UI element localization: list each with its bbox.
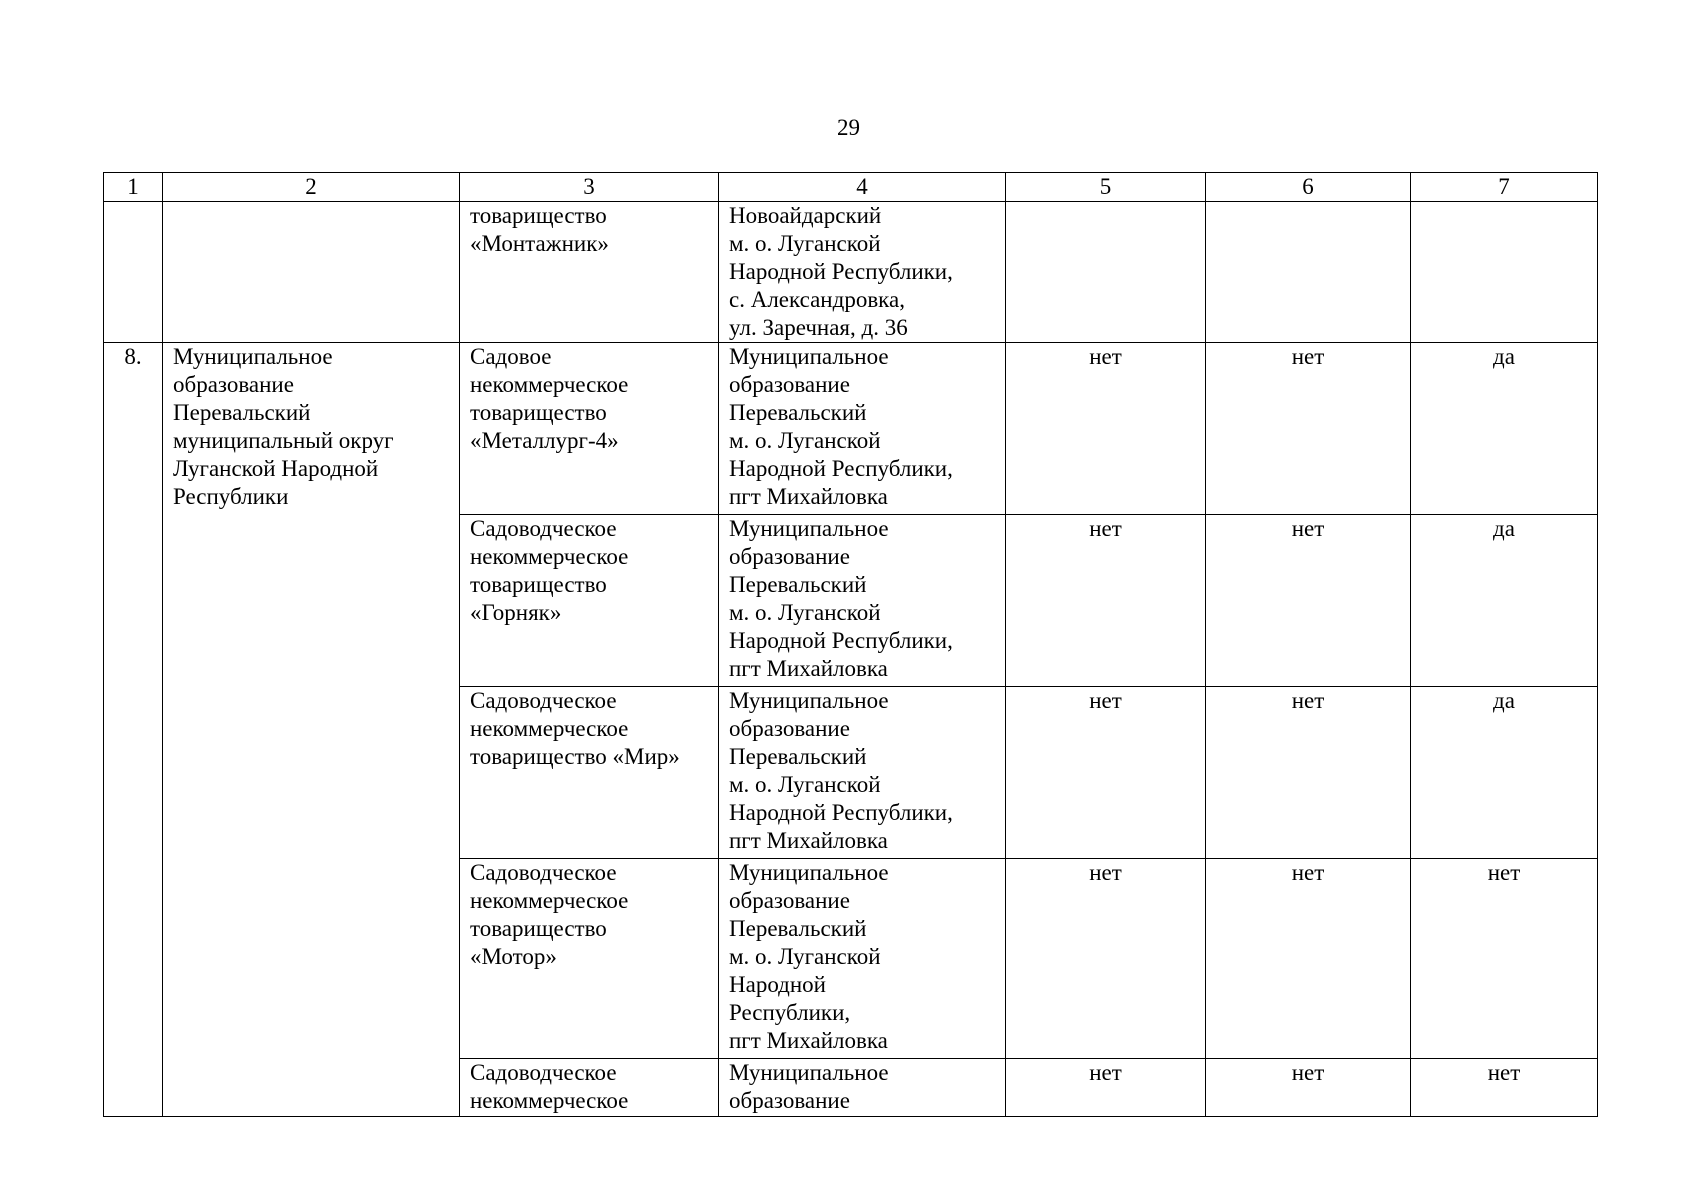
column-number-row xyxy=(104,173,1598,202)
value-cell: да xyxy=(1411,343,1598,515)
row-number-cell xyxy=(104,202,163,343)
row-number-cell: 8. xyxy=(104,343,163,1117)
value-cell: нет xyxy=(1006,687,1206,859)
value-cell: нет xyxy=(1006,515,1206,687)
address-cell: Муниципальное образование xyxy=(719,1059,1006,1117)
data-table xyxy=(103,172,1598,1117)
column-number: 1 xyxy=(104,173,163,202)
organization-cell: Садоводческое некоммерческое xyxy=(460,1059,719,1117)
table-row xyxy=(104,343,1598,515)
column-number: 4 xyxy=(719,173,1006,202)
column-number: 2 xyxy=(163,173,460,202)
municipality-cell xyxy=(163,202,460,343)
table-row xyxy=(104,202,1598,343)
value-cell: да xyxy=(1411,687,1598,859)
column-number: 6 xyxy=(1206,173,1411,202)
column-number: 3 xyxy=(460,173,719,202)
value-cell: нет xyxy=(1206,859,1411,1059)
organization-cell: товарищество «Монтажник» xyxy=(460,202,719,343)
municipality-cell: Муниципальное образование Перевальский муниципальный округ Луганской Народной Республики xyxy=(163,343,460,1117)
value-cell: нет xyxy=(1411,1059,1598,1117)
value-cell: нет xyxy=(1206,1059,1411,1117)
page-number: 29 xyxy=(837,115,860,140)
value-cell: нет xyxy=(1206,343,1411,515)
value-cell: нет xyxy=(1206,515,1411,687)
address-cell: Новоайдарский м. о. Луганской Народной Республики, с. Александровка, ул. Заречная, д. 36 xyxy=(719,202,1006,343)
value-cell: нет xyxy=(1006,343,1206,515)
address-cell: Муниципальное образование Перевальский м. о. Луганской Народной Республики, пгт Михайловка xyxy=(719,859,1006,1059)
value-cell: нет xyxy=(1411,859,1598,1059)
address-cell: Муниципальное образование Перевальский м. о. Луганской Народной Республики, пгт Михайловка xyxy=(719,515,1006,687)
address-cell: Муниципальное образование Перевальский м. о. Луганской Народной Республики, пгт Михайловка xyxy=(719,343,1006,515)
organization-cell: Садоводческое некоммерческое товарищество «Мотор» xyxy=(460,859,719,1059)
column-number: 7 xyxy=(1411,173,1598,202)
value-cell: нет xyxy=(1206,687,1411,859)
address-cell: Муниципальное образование Перевальский м. о. Луганской Народной Республики, пгт Михайловка xyxy=(719,687,1006,859)
value-cell xyxy=(1006,202,1206,343)
value-cell: нет xyxy=(1006,859,1206,1059)
organization-cell: Садоводческое некоммерческое товарищество «Горняк» xyxy=(460,515,719,687)
value-cell: да xyxy=(1411,515,1598,687)
value-cell xyxy=(1206,202,1411,343)
organization-cell: Садовое некоммерческое товарищество «Металлург-4» xyxy=(460,343,719,515)
organization-cell: Садоводческое некоммерческое товарищество «Мир» xyxy=(460,687,719,859)
value-cell: нет xyxy=(1006,1059,1206,1117)
value-cell xyxy=(1411,202,1598,343)
column-number: 5 xyxy=(1006,173,1206,202)
